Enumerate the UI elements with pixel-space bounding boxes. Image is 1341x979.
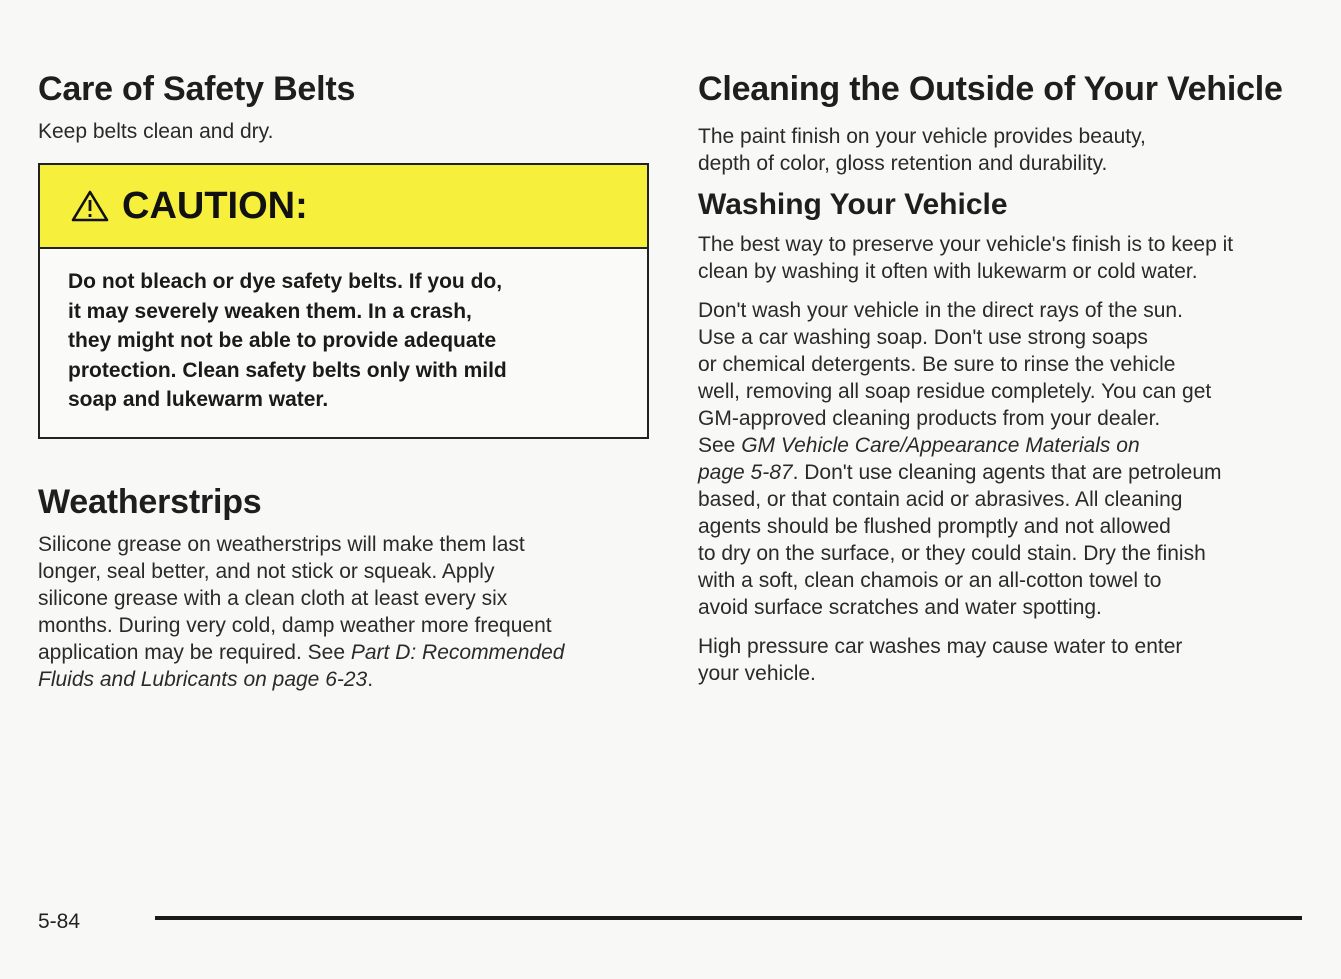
care-text: Keep belts clean and dry. xyxy=(38,120,274,143)
washing-heading: Washing Your Vehicle xyxy=(698,188,1008,221)
weatherstrips-see-text: application may be required. See xyxy=(38,640,351,664)
weatherstrips-line: Silicone grease on weatherstrips will make them last xyxy=(38,532,525,556)
outside-line: The paint finish on your vehicle provides beauty, xyxy=(698,125,1146,148)
high-pressure-line: High pressure car washes may cause water to enter xyxy=(698,635,1183,658)
fluids-lubricants-reference: Fluids and Lubricants on page 6-23 xyxy=(38,667,368,691)
best-way-paragraph xyxy=(698,231,1310,285)
caution-line: it may severely weaken them. In a crash, xyxy=(68,299,472,323)
warning-triangle-icon xyxy=(70,189,110,223)
dont-wash-line xyxy=(698,432,1310,459)
dont-wash-line: with a soft, clean chamois or an all-cotton towel to xyxy=(698,569,1162,592)
caution-line: they might not be able to provide adequate xyxy=(68,329,497,352)
dont-wash-line: or chemical detergents. Be sure to rinse the vehicle xyxy=(698,353,1176,376)
caution-header xyxy=(40,165,647,249)
dont-wash-line: well, removing all soap residue completely. You can get xyxy=(698,380,1212,403)
weatherstrips-line: longer, seal better, and not stick or squeak. Apply xyxy=(38,559,495,583)
caution-box xyxy=(38,163,649,439)
footer-rule xyxy=(155,916,1302,920)
cleaning-outside-heading: Cleaning the Outside of Your Vehicle xyxy=(698,70,1283,108)
page-reference: page 5-87 xyxy=(698,461,793,484)
care-of-safety-belts-heading: Care of Safety Belts xyxy=(38,70,356,108)
dont-wash-line: avoid surface scratches and water spotting. xyxy=(698,596,1102,619)
caution-title: CAUTION: xyxy=(122,184,308,227)
part-d-reference: Part D: Recommended xyxy=(350,640,565,664)
dont-wash-line: to dry on the surface, or they could stain. Dry the finish xyxy=(698,542,1206,565)
high-pressure-paragraph xyxy=(698,633,1310,687)
outside-line: depth of color, gloss retention and durability. xyxy=(698,152,1108,175)
dont-wash-line: based, or that contain acid or abrasives. All cleaning xyxy=(698,488,1183,511)
outside-paragraph xyxy=(698,123,1310,177)
best-way-line: The best way to preserve your vehicle's finish is to keep it xyxy=(698,233,1234,256)
weatherstrips-period: . xyxy=(367,667,374,691)
caution-line: protection. Clean safety belts only with mild xyxy=(68,358,507,382)
petroleum-text: . Don't use cleaning agents that are petroleum xyxy=(792,461,1222,484)
dont-wash-line xyxy=(698,459,1310,486)
page-number: 5-84 xyxy=(38,910,81,933)
weatherstrips-paragraph xyxy=(38,531,650,693)
left-column xyxy=(38,60,650,693)
high-pressure-line: your vehicle. xyxy=(698,662,816,685)
dont-wash-line: Use a car washing soap. Don't use strong soaps xyxy=(698,326,1148,349)
dont-wash-paragraph xyxy=(698,297,1310,621)
dont-wash-line: Don't wash your vehicle in the direct rays of the sun. xyxy=(698,299,1183,322)
gm-materials-reference: GM Vehicle Care/Appearance Materials on xyxy=(741,434,1140,457)
weatherstrips-line: months. During very cold, damp weather more frequent xyxy=(38,613,552,637)
weatherstrips-line: silicone grease with a clean cloth at least every six xyxy=(38,586,508,610)
caution-line: Do not bleach or dye safety belts. If you do, xyxy=(68,270,503,293)
caution-body xyxy=(40,249,647,437)
caution-line: soap and lukewarm water. xyxy=(68,388,329,411)
best-way-line: clean by washing it often with lukewarm or cold water. xyxy=(698,260,1198,283)
dont-wash-line: agents should be flushed promptly and not allowed xyxy=(698,515,1171,538)
weatherstrips-line xyxy=(38,666,650,693)
weatherstrips-heading: Weatherstrips xyxy=(38,482,262,521)
dont-wash-line: GM-approved cleaning products from your dealer. xyxy=(698,407,1161,430)
right-column xyxy=(698,60,1310,687)
weatherstrips-line xyxy=(38,639,650,666)
see-text: See xyxy=(698,434,742,457)
